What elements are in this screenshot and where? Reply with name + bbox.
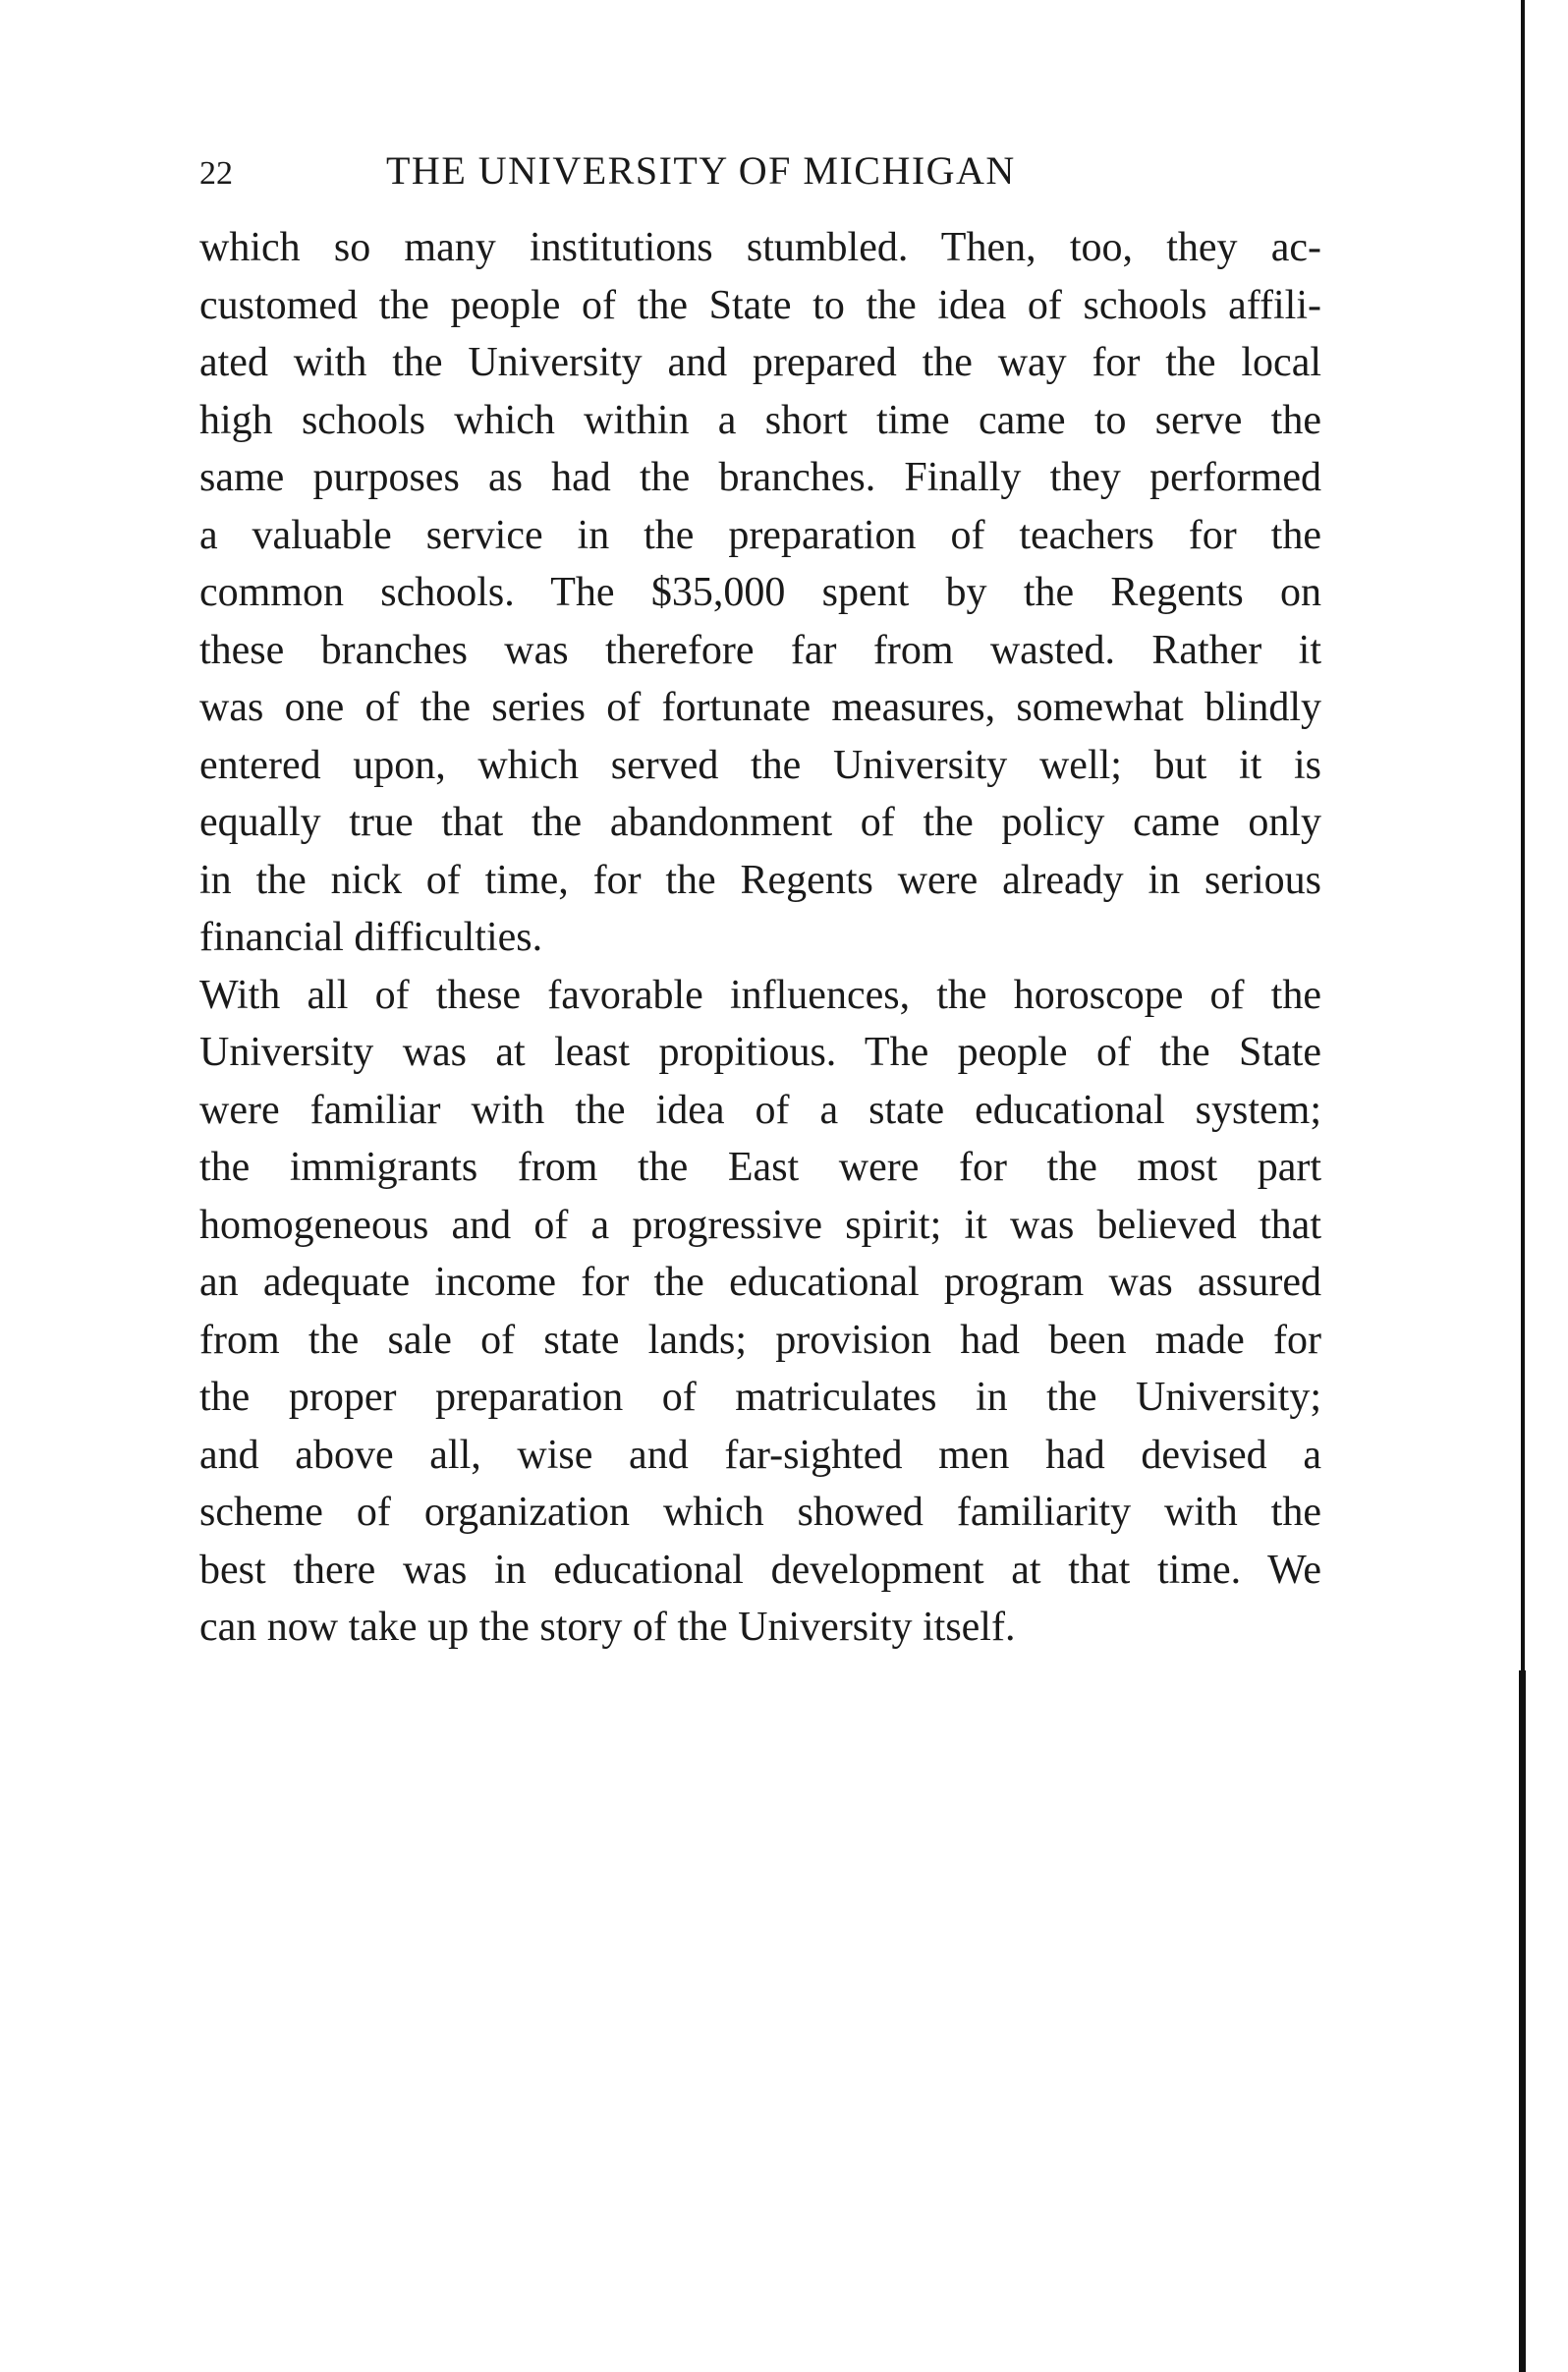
- text-line: in the nick of time, for the Regents were already in serious: [199, 857, 1321, 903]
- paragraph: [199, 222, 1321, 970]
- text-line: same purposes as had the branches. Finally they performed: [199, 455, 1321, 500]
- text-line: University was at least propitious. The people of the State: [199, 1030, 1321, 1075]
- text-line: can now take up the story of the University itself.: [199, 1605, 1016, 1650]
- text-line: and above all, wise and far-sighted men had devised a: [199, 1432, 1321, 1478]
- page-edge-shadow: [1519, 1670, 1526, 2372]
- text-line: best there was in educational development at that time. We: [199, 1547, 1321, 1593]
- text-line: scheme of organization which showed familiarity with the: [199, 1490, 1321, 1535]
- text-line: customed the people of the State to the idea of schools affili-: [199, 282, 1321, 328]
- page-header: [199, 147, 1319, 206]
- text-line: these branches was therefore far from wasted. Rather it: [199, 627, 1321, 673]
- running-title: THE UNIVERSITY OF MICHIGAN: [386, 148, 1016, 193]
- text-line: financial difficulties.: [199, 915, 543, 960]
- paragraph: [199, 970, 1321, 1660]
- text-line: an adequate income for the educational program was assured: [199, 1260, 1321, 1305]
- text-line: were familiar with the idea of a state educational system;: [199, 1087, 1321, 1133]
- text-line: a valuable service in the preparation of teachers for the: [199, 512, 1321, 558]
- text-line: the immigrants from the East were for the most part: [199, 1145, 1321, 1190]
- page-number: 22: [199, 155, 233, 192]
- text-line: common schools. The $35,000 spent by the Regents on: [199, 570, 1321, 615]
- text-line: was one of the series of fortunate measures, somewhat blindly: [199, 685, 1321, 730]
- body-text: [199, 222, 1321, 1660]
- text-line: homogeneous and of a progressive spirit; it was believed that: [199, 1202, 1321, 1248]
- text-line: ated with the University and prepared the way for the local: [199, 340, 1321, 385]
- text-line: the proper preparation of matriculates in the University;: [199, 1375, 1321, 1420]
- text-line: entered upon, which served the University well; but it is: [199, 742, 1321, 788]
- text-line: from the sale of state lands; provision had been made for: [199, 1317, 1321, 1363]
- text-line: high schools which within a short time came to serve the: [199, 397, 1321, 443]
- text-line: With all of these favorable influences, the horoscope of the: [199, 972, 1321, 1018]
- text-line: which so many institutions stumbled. Then, too, they ac-: [199, 225, 1321, 270]
- text-line: equally true that the abandonment of the policy came only: [199, 800, 1321, 845]
